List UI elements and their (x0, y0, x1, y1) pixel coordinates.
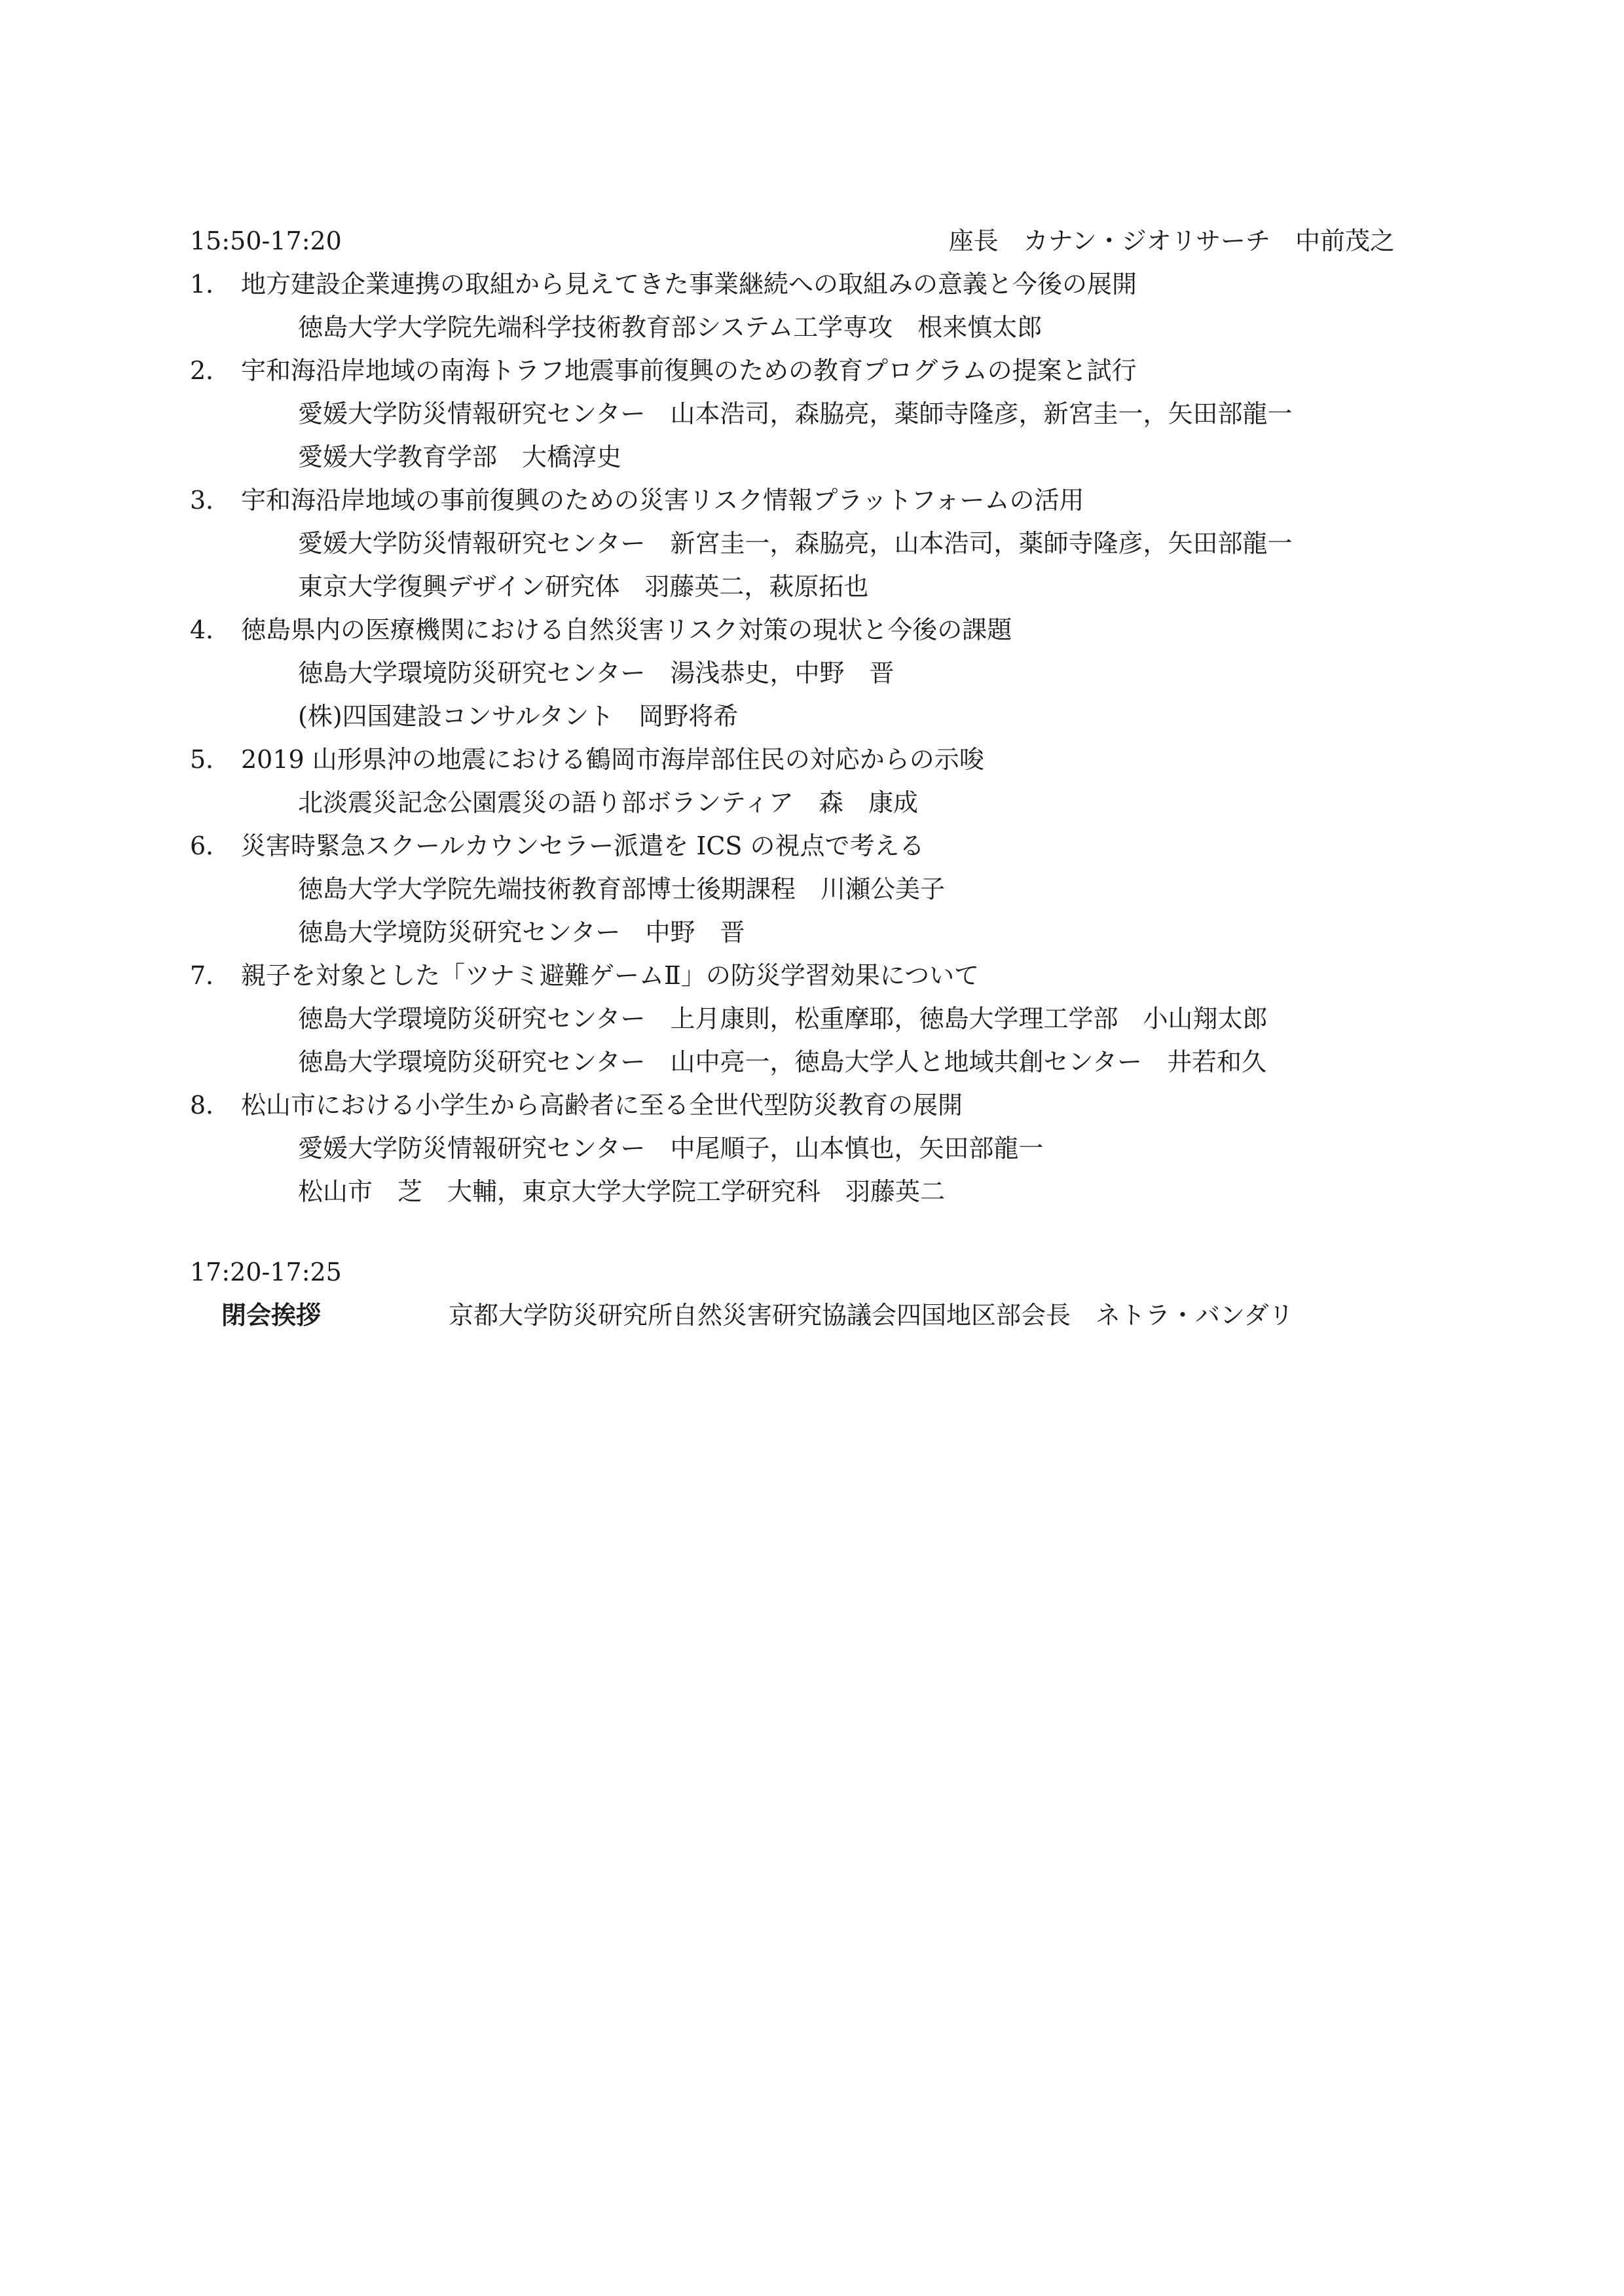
talk-authors: 徳島大学境防災研究センター 中野 晋 (298, 918, 745, 947)
talk-number: 6． (190, 831, 231, 860)
talk-authors: 徳島大学大学院先端科学技術教育部システム工学専攻 根来慎太郎 (298, 313, 1043, 342)
talk-number: 7． (190, 961, 231, 990)
talk-number: 3． (190, 486, 231, 515)
talk-title-line (190, 824, 1421, 867)
talk-title-line (190, 349, 1421, 392)
talk-title: 地方建設企業連携の取組から見えてきた事業継続への取組みの意義と今後の展開 (241, 270, 1137, 299)
talk-authors: 徳島大学環境防災研究センター 湯浅恭史，中野 晋 (298, 659, 895, 687)
talk-number: 8． (190, 1091, 231, 1120)
talk-list (190, 263, 1421, 1213)
talk-title-line (190, 1084, 1421, 1127)
closing-speaker: 京都大学防災研究所自然災害研究協議会四国地区部会長 ネトラ・バンダリ (449, 1301, 1294, 1330)
talk-authors: 徳島大学環境防災研究センター 山中亮一，徳島大学人と地域共創センター 井若和久 (298, 1048, 1266, 1076)
session-header (190, 219, 1408, 263)
closing-time: 17:20-17:25 (190, 1258, 342, 1286)
closing-row (190, 1294, 1421, 1337)
talk-item (190, 824, 1421, 954)
talk-authors: 愛媛大学防災情報研究センター 中尾順子，山本慎也，矢田部龍一 (298, 1134, 1044, 1163)
talk-item (190, 608, 1421, 738)
talk-number: 2． (190, 356, 231, 385)
talk-item (190, 1084, 1421, 1213)
talk-authors: 徳島大学環境防災研究センター 上月康則，松重摩耶，徳島大学理工学部 小山翔太郎 (298, 1004, 1268, 1033)
talk-title: 災害時緊急スクールカウンセラー派遣を ICS の視点で考える (241, 831, 925, 860)
talk-title: 徳島県内の医療機関における自然災害リスク対策の現状と今後の課題 (241, 615, 1012, 644)
talk-number: 5． (190, 745, 231, 774)
talk-item (190, 479, 1421, 608)
talk-number: 4． (190, 615, 231, 644)
talk-title: 宇和海沿岸地域の南海トラフ地震事前復興のための教育プログラムの提案と試行 (241, 356, 1137, 385)
talk-item (190, 738, 1421, 824)
talk-title: 宇和海沿岸地域の事前復興のための災害リスク情報プラットフォームの活用 (241, 486, 1084, 515)
talk-authors: 松山市 芝 大輔，東京大学大学院工学研究科 羽藤英二 (298, 1177, 946, 1206)
talk-title: 親子を対象とした「ツナミ避難ゲームⅡ」の防災学習効果について (241, 961, 980, 990)
session-chair: 座長 カナン・ジオリサーチ 中前茂之 (948, 227, 1395, 255)
talk-authors: 徳島大学大学院先端技術教育部博士後期課程 川瀬公美子 (298, 875, 946, 903)
talk-title-line (190, 608, 1421, 651)
talk-title-line (190, 954, 1421, 997)
talk-item (190, 349, 1421, 479)
talk-authors: 東京大学復興デザイン研究体 羽藤英二，萩原拓也 (298, 572, 869, 601)
talk-authors: 愛媛大学防災情報研究センター 山本浩司，森脇亮，薬師寺隆彦，新宮圭一，矢田部龍一 (298, 399, 1293, 428)
closing-section (190, 1250, 1421, 1337)
talk-item (190, 263, 1421, 349)
talk-authors: 北淡震災記念公園震災の語り部ボランティア 森 康成 (298, 788, 918, 817)
talk-item (190, 954, 1421, 1084)
talk-number: 1． (190, 270, 231, 299)
talk-title: 松山市における小学生から高齢者に至る全世代型防災教育の展開 (241, 1091, 963, 1120)
talk-title: 2019 山形県沖の地震における鶴岡市海岸部住民の対応からの示唆 (241, 745, 984, 774)
talk-authors: 愛媛大学防災情報研究センター 新宮圭一，森脇亮，山本浩司，薬師寺隆彦，矢田部龍一 (298, 529, 1293, 558)
talk-authors: 愛媛大学教育学部 大橋淳史 (298, 443, 622, 471)
talk-title-line (190, 738, 1421, 781)
closing-label: 閉会挨拶 (221, 1301, 322, 1330)
talk-title-line (190, 479, 1421, 522)
session-time: 15:50-17:20 (190, 227, 342, 255)
talk-authors: (株)四国建設コンサルタント 岡野将希 (298, 702, 739, 731)
talk-title-line (190, 263, 1421, 306)
